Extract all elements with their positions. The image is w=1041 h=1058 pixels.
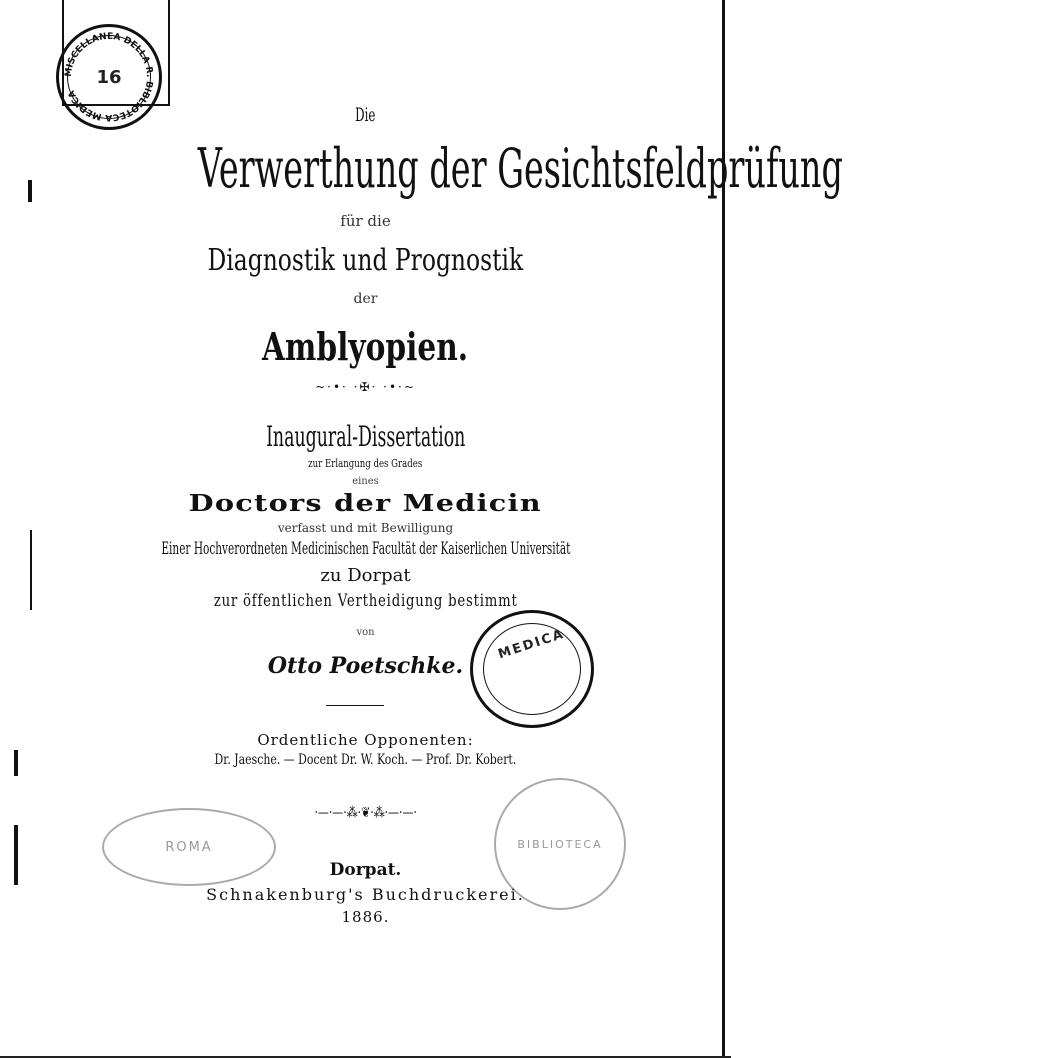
- faculty-stamp-text: MEDICA: [496, 626, 568, 662]
- title-connector: für die: [340, 212, 391, 230]
- dissertation-purpose: zur Erlangung des Grades: [308, 457, 423, 470]
- faculty-stamp: [470, 610, 594, 728]
- title-subject: Amblyopien.: [262, 324, 469, 369]
- dissertation-authorization: verfasst und mit Bewilligung: [277, 521, 454, 535]
- dissertation-by: von: [356, 627, 375, 638]
- title-article: Die: [355, 104, 376, 126]
- dissertation-defense: zur öffentlichen Vertheidigung bestimmt: [213, 591, 518, 611]
- dissertation-author: Otto Poetschke.: [267, 653, 464, 679]
- ornament-top: ~·•· ·✠· ·•·~: [315, 380, 416, 394]
- dissertation-place: zu Dorpat: [320, 565, 411, 586]
- ornament-bottom: ·—·—·⁂·❦·⁂·—·—·: [314, 805, 417, 821]
- title-genitive: der: [353, 291, 378, 307]
- main-title: Verwerthung der Gesichtsfeldprüfung: [197, 137, 843, 200]
- dissertation-faculty: Einer Hochverordneten Medicinischen Facultät der Kaiserlichen Universität: [160, 539, 571, 559]
- svg-text:MISCELLANEA DELLA R. BIBLIOTEC: MISCELLANEA DELLA R. BIBLIOTECA MEDICA: [63, 31, 155, 123]
- faint-stamp-left: ROMA: [102, 808, 276, 886]
- shelf-mark: 16: [96, 66, 122, 88]
- rule: [326, 705, 384, 706]
- imprint-year: 1886.: [341, 908, 390, 926]
- dissertation-degree: Doctors der Medicin: [188, 490, 543, 517]
- imprint-printer: Schnakenburg's Buchdruckerei.: [206, 885, 525, 904]
- title-subtitle: Diagnostik und Prognostik: [207, 243, 524, 278]
- dissertation-type: Inaugural-Dissertation: [265, 420, 466, 453]
- dissertation-article: eines: [352, 476, 379, 487]
- imprint-city: Dorpat.: [329, 860, 402, 880]
- opponents-names: Dr. Jaesche. — Docent Dr. W. Koch. — Prof. Dr. Kobert.: [214, 752, 517, 768]
- faint-stamp-right: BIBLIOTECA: [494, 778, 626, 910]
- opponents-heading: Ordentliche Opponenten:: [257, 731, 474, 749]
